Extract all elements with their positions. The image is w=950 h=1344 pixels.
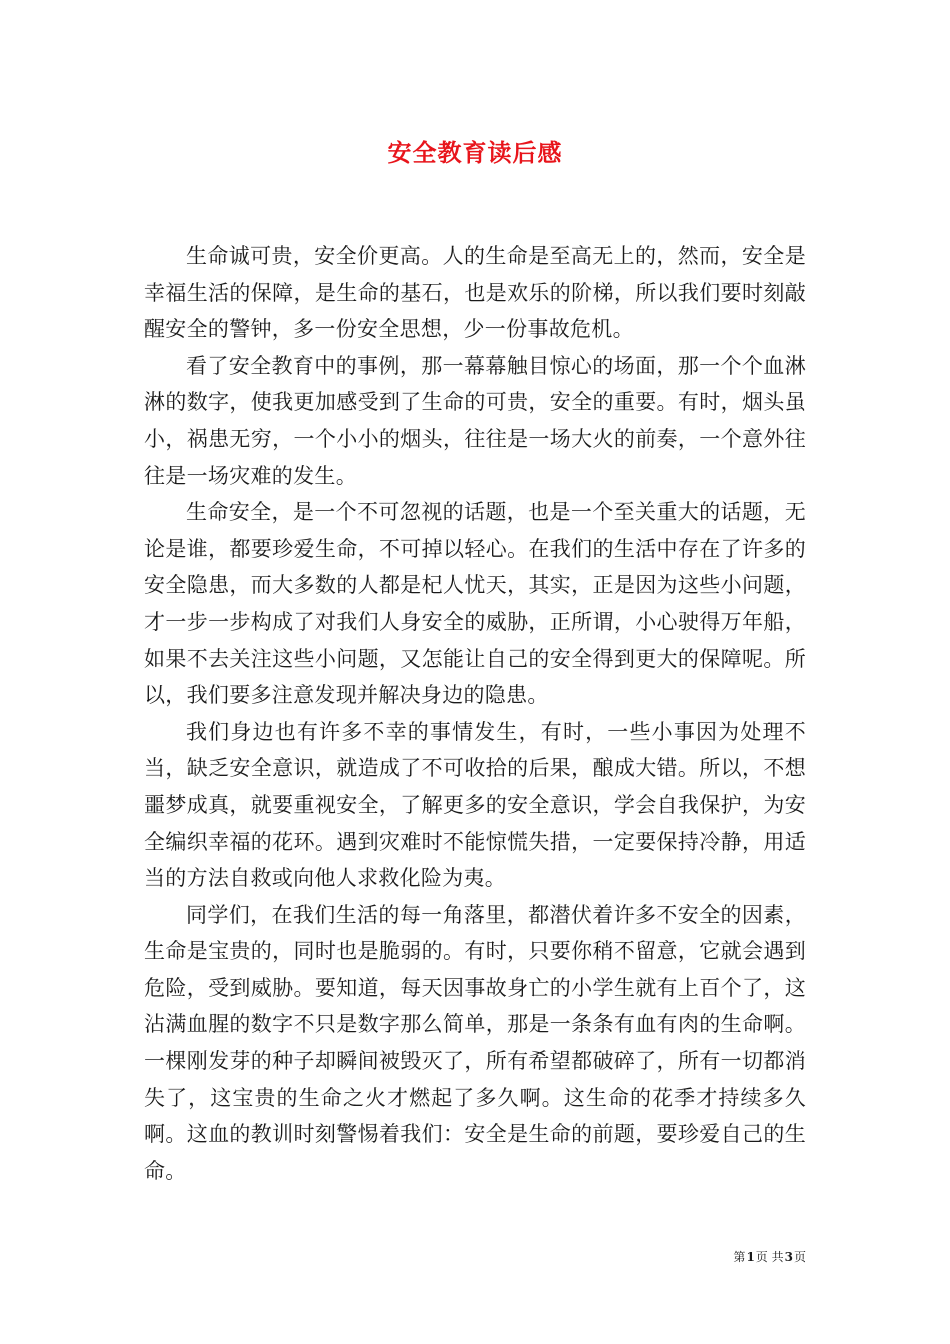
footer-total-pages: 3 bbox=[784, 1250, 793, 1264]
paragraph-3: 生命安全，是一个不可忽视的话题，也是一个至关重大的话题，无论是谁，都要珍爱生命，不可掉以轻心。在我们的生活中存在了许多的安全隐患，而大多数的人都是杞人忧天，其实，正是因为这些小问题，才一步一步构成了对我们人身安全的威胁，正所谓，小心驶得万年船，如果不去关注这些小问题，又怎能让自己的安全得到更大的保障呢。所以，我们要多注意发现并解决身边的隐患。 bbox=[144, 500, 806, 708]
footer-suffix: 页 bbox=[793, 1250, 806, 1264]
footer-prefix: 第 bbox=[733, 1250, 746, 1264]
footer-current-page: 1 bbox=[746, 1250, 755, 1264]
paragraph-2: 看了安全教育中的事例，那一幕幕触目惊心的场面，那一个个血淋淋的数字，使我更加感受到了生命的可贵，安全的重要。有时，烟头虽小，祸患无穷，一个小小的烟头，往往是一场大火的前奏，一个意外往往是一场灾难的发生。 bbox=[144, 353, 806, 488]
document-title: 安全教育读后感 bbox=[387, 138, 563, 167]
paragraph-4: 我们身边也有许多不幸的事情发生，有时，一些小事因为处理不当，缺乏安全意识，就造成了不可收拾的后果，酿成大错。所以，不想噩梦成真，就要重视安全，了解更多的安全意识，学会自我保护，为安全编织幸福的花环。遇到灾难时不能惊慌失措，一定要保持冷静，用适当的方法自救或向他人求救化险为夷。 bbox=[144, 719, 806, 891]
page-number-footer bbox=[733, 1248, 806, 1265]
document-body bbox=[144, 238, 806, 1189]
paragraph-5: 同学们，在我们生活的每一角落里，都潜伏着许多不安全的因素，生命是宝贵的，同时也是脆弱的。有时，只要你稍不留意，它就会遇到危险，受到威胁。要知道，每天因事故身亡的小学生就有上百个了，这沾满血腥的数字不只是数字那么简单，那是一条条有血有肉的生命啊。一棵刚发芽的种子却瞬间被毁灭了，所有希望都破碎了，所有一切都消失了，这宝贵的生命之火才燃起了多久啊。这生命的花季才持续多久啊。这血的教训时刻警惕着我们：安全是生命的前题，要珍爱自己的生命。 bbox=[144, 902, 806, 1183]
paragraph-1: 生命诚可贵，安全价更高。人的生命是至高无上的，然而，安全是幸福生活的保障，是生命的基石，也是欢乐的阶梯，所以我们要时刻敲醒安全的警钟，多一份安全思想，少一份事故危机。 bbox=[144, 244, 806, 342]
footer-middle: 页 共 bbox=[755, 1250, 784, 1264]
